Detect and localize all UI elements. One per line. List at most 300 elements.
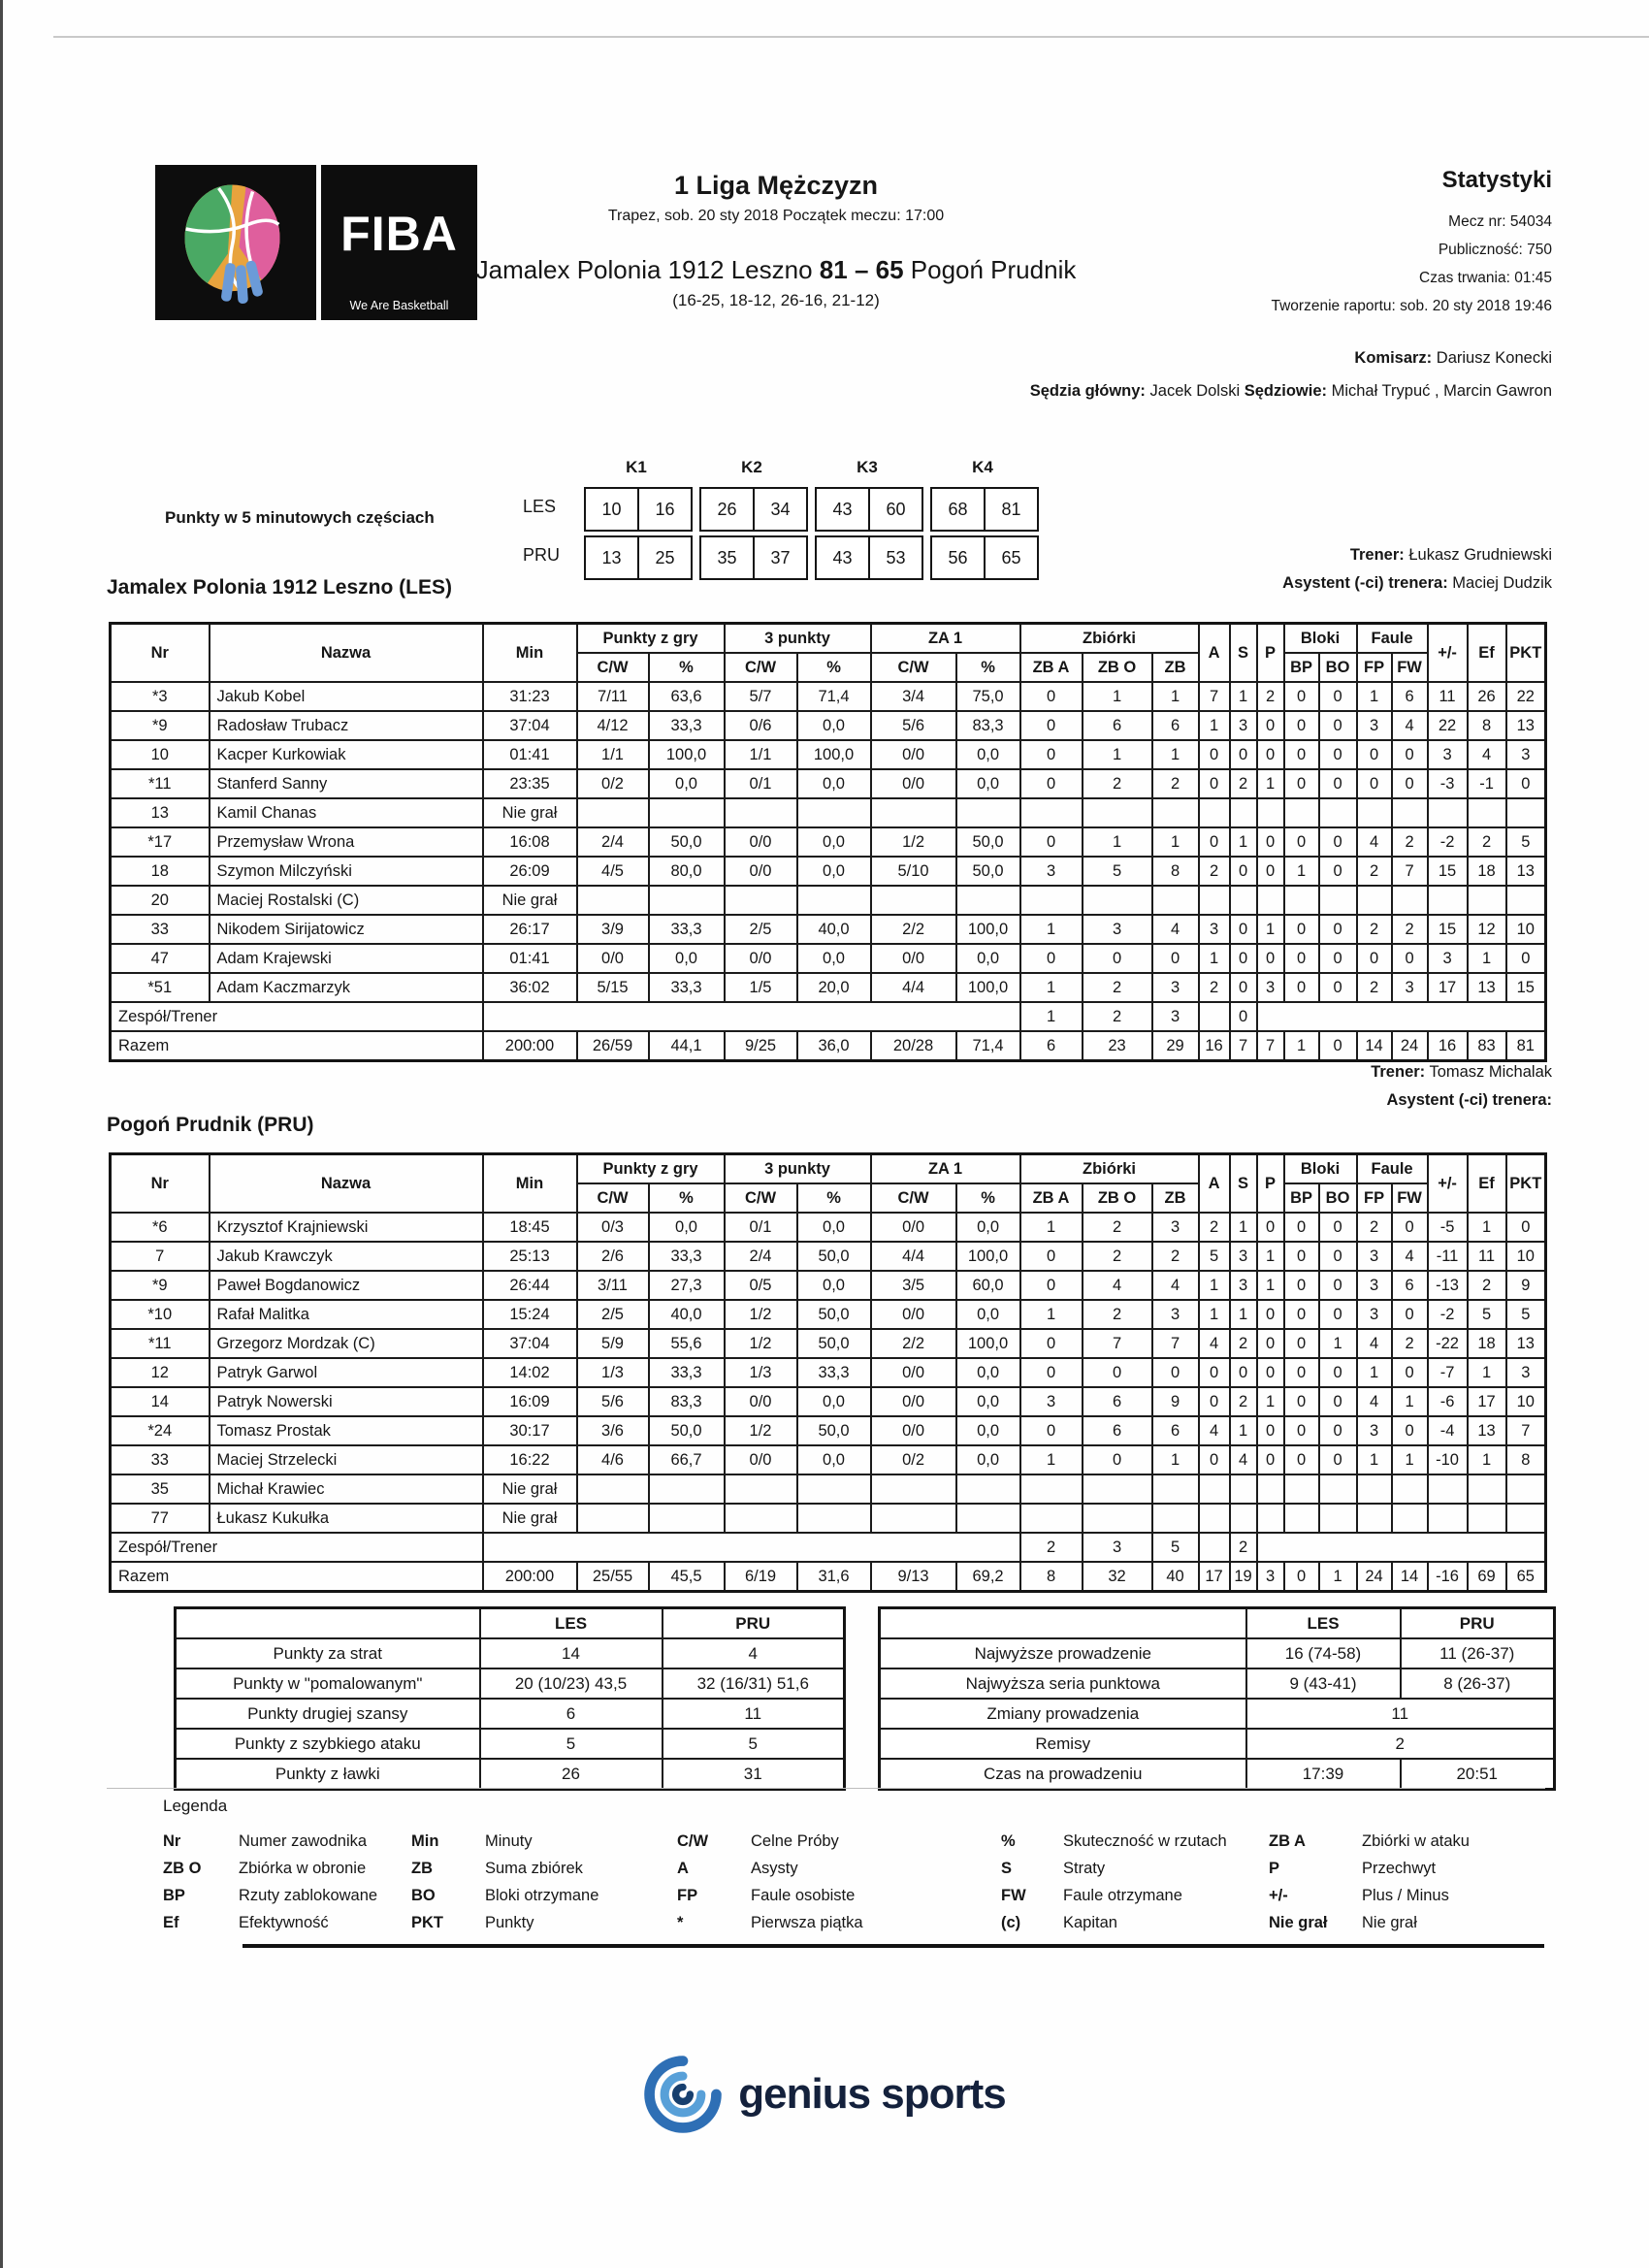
- stat-cell: 0,0: [797, 944, 871, 973]
- stat-cell: [649, 886, 725, 915]
- player-name: Patryk Garwol: [210, 1358, 483, 1387]
- summary-value-les: 5: [480, 1729, 663, 1759]
- stat-cell: 0: [1319, 1271, 1357, 1300]
- stat-cell: 4/5: [577, 857, 649, 886]
- stat-cell: 3/4: [871, 682, 956, 711]
- stat-cell: 0: [1257, 711, 1284, 740]
- player-row: [111, 886, 1546, 915]
- total-cell: 3: [1257, 1562, 1284, 1592]
- stat-cell: [1020, 886, 1083, 915]
- stat-cell: 0,0: [797, 857, 871, 886]
- player-name: Jakub Krawczyk: [210, 1242, 483, 1271]
- col-group-3p: 3 punkty: [725, 624, 871, 654]
- stat-cell: 1: [1257, 1271, 1284, 1300]
- match-number: Mecz nr: 54034: [1448, 213, 1552, 230]
- player-name: Michał Krawiec: [210, 1474, 483, 1504]
- summary-header: [176, 1608, 480, 1639]
- team2-coach-line: [1371, 1063, 1552, 1082]
- total-cell: 40: [1152, 1562, 1199, 1592]
- stat-cell: 5/9: [577, 1329, 649, 1358]
- stat-cell: 13: [1468, 973, 1506, 1002]
- stat-cell: 2: [1357, 973, 1392, 1002]
- summary-value-les: 17:39: [1246, 1759, 1401, 1790]
- stat-cell: 1: [1230, 682, 1257, 711]
- quarter-team-label: LES: [523, 497, 557, 516]
- stats-table: [109, 622, 1547, 1062]
- stat-cell: 2: [1357, 1213, 1392, 1242]
- stat-cell: 0: [1319, 827, 1357, 857]
- stat-cell: 2: [1230, 1387, 1257, 1416]
- total-cell: 25/55: [577, 1562, 649, 1592]
- stat-cell: 1: [1020, 1445, 1083, 1474]
- subcol: FP: [1357, 653, 1392, 682]
- stat-cell: [1392, 886, 1428, 915]
- stat-cell: 0: [1319, 973, 1357, 1002]
- stat-cell: 22: [1428, 711, 1468, 740]
- fiba-basketball-icon: [173, 175, 299, 310]
- summary-row: [880, 1669, 1555, 1699]
- head-referee-label: Sędzia główny:: [1029, 382, 1146, 400]
- coach-label: Trener:: [1371, 1063, 1426, 1081]
- stat-cell: 0: [1319, 740, 1357, 769]
- legend-desc: Zbiórka w obronie: [239, 1859, 367, 1877]
- col-nr: Nr: [111, 624, 210, 683]
- stat-cell: 0: [1230, 915, 1257, 944]
- player-row: [111, 711, 1546, 740]
- stat-cell: 3: [1506, 740, 1546, 769]
- stat-cell: [649, 1504, 725, 1533]
- stat-cell: 0/0: [871, 1300, 956, 1329]
- stat-cell: 1: [1468, 944, 1506, 973]
- stat-cell: 0/0: [725, 1387, 797, 1416]
- total-cell: 32: [1083, 1562, 1152, 1592]
- player-name: Adam Krajewski: [210, 944, 483, 973]
- stat-cell: 9: [1152, 1387, 1199, 1416]
- stat-cell: 0,0: [797, 1213, 871, 1242]
- summary-row: [176, 1638, 845, 1669]
- stat-cell: 13: [1506, 711, 1546, 740]
- stat-cell: [1230, 798, 1257, 827]
- stat-cell: 1: [1199, 1271, 1230, 1300]
- stat-cell: 13: [1468, 1416, 1506, 1445]
- stat-cell: 30:17: [483, 1416, 577, 1445]
- leads-summary-table-wrap: [878, 1606, 1556, 1791]
- stat-cell: 3: [1230, 711, 1257, 740]
- stat-cell: 3: [1230, 1242, 1257, 1271]
- stat-cell: [797, 886, 871, 915]
- subcol: BO: [1319, 1183, 1357, 1213]
- stat-cell: 0: [1319, 682, 1357, 711]
- stat-cell: 71,4: [797, 682, 871, 711]
- stat-cell: 1: [1152, 682, 1199, 711]
- stat-cell: 0: [1506, 769, 1546, 798]
- team-reb-off: 2: [1020, 1533, 1083, 1562]
- stat-cell: [649, 1474, 725, 1504]
- stat-cell: 0,0: [797, 1445, 871, 1474]
- quarter-score-box: [815, 487, 923, 532]
- legend-desc: Faule osobiste: [751, 1886, 856, 1904]
- col-a: A: [1199, 624, 1230, 683]
- player-row: [111, 1474, 1546, 1504]
- quarter-score-box: [584, 535, 693, 580]
- player-row: [111, 1329, 1546, 1358]
- commissioner-line: [1354, 349, 1552, 368]
- total-cell: 7: [1257, 1031, 1284, 1061]
- totals-label: Razem: [111, 1562, 483, 1592]
- legend-desc: Skuteczność w rzutach: [1063, 1831, 1227, 1850]
- team-turnovers: 0: [1230, 1002, 1257, 1031]
- venue-date-line: Trapez, sob. 20 sty 2018 Początek meczu: 17:00: [607, 208, 945, 224]
- stat-cell: 4: [1083, 1271, 1152, 1300]
- stat-cell: 0: [1199, 1387, 1230, 1416]
- stat-cell: 0: [1284, 769, 1319, 798]
- stat-cell: 0: [1020, 1358, 1083, 1387]
- stat-cell: [1257, 886, 1284, 915]
- quarter-score-value: 35: [701, 537, 755, 578]
- total-cell: 29: [1152, 1031, 1199, 1061]
- stats-header-row: [111, 1154, 1546, 1184]
- stat-cell: 0: [1199, 769, 1230, 798]
- summary-label: Punkty za strat: [176, 1638, 480, 1669]
- stat-cell: 7: [1199, 682, 1230, 711]
- player-row: [111, 1387, 1546, 1416]
- stat-cell: 0: [1230, 740, 1257, 769]
- col-pm: +/-: [1428, 624, 1468, 683]
- col-pkt: PKT: [1506, 1154, 1546, 1214]
- total-cell: 69,2: [956, 1562, 1020, 1592]
- stat-cell: 1: [1319, 1329, 1357, 1358]
- total-cell: 26/59: [577, 1031, 649, 1061]
- stat-cell: 0: [1392, 944, 1428, 973]
- legend-desc: Asysty: [751, 1859, 798, 1877]
- quarter-score-value: 10: [586, 489, 639, 530]
- stat-cell: 80,0: [649, 857, 725, 886]
- quarter-score-value: 56: [932, 537, 986, 578]
- stat-cell: 4: [1357, 827, 1392, 857]
- team-reb-total: 5: [1152, 1533, 1199, 1562]
- stat-cell: 0: [1020, 1329, 1083, 1358]
- match-header: [446, 171, 1106, 310]
- stat-cell: 0: [1357, 740, 1392, 769]
- stat-cell: 0: [1357, 769, 1392, 798]
- player-row: [111, 1300, 1546, 1329]
- stat-cell: 1: [1199, 1300, 1230, 1329]
- stat-cell: 0: [1392, 1213, 1428, 1242]
- stat-cell: [1284, 1474, 1319, 1504]
- subcol: ZB O: [1083, 653, 1152, 682]
- summary-value-pru: 20:51: [1401, 1759, 1555, 1790]
- stat-cell: 0: [1319, 1358, 1357, 1387]
- summary-row: [176, 1669, 845, 1699]
- referees-label: Sędziowie:: [1244, 382, 1327, 400]
- stat-cell: 4/4: [871, 973, 956, 1002]
- empty-cell: [1199, 1002, 1230, 1031]
- stat-cell: 0/0: [871, 1213, 956, 1242]
- stat-cell: 0: [1319, 1387, 1357, 1416]
- total-cell: 1: [1319, 1562, 1357, 1592]
- team-reb-off: 1: [1020, 1002, 1083, 1031]
- stat-cell: 2: [1083, 1300, 1152, 1329]
- summary-row: [880, 1729, 1555, 1759]
- period-label: K1: [626, 458, 647, 476]
- stat-cell: 0: [1319, 1242, 1357, 1271]
- stat-cell: 0: [1257, 1416, 1284, 1445]
- legend-desc: Przechwyt: [1362, 1859, 1437, 1877]
- stat-cell: 0: [1284, 1387, 1319, 1416]
- stat-cell: [1152, 1504, 1199, 1533]
- player-row: [111, 769, 1546, 798]
- stat-cell: 4: [1392, 711, 1428, 740]
- summary-header: LES: [1246, 1608, 1401, 1639]
- stat-cell: [1152, 886, 1199, 915]
- stat-cell: -13: [1428, 1271, 1468, 1300]
- stat-cell: 15: [1506, 973, 1546, 1002]
- legend-abbr: ZB A: [1269, 1831, 1306, 1850]
- stat-cell: 0: [1319, 1416, 1357, 1445]
- stat-cell: 2/5: [577, 1300, 649, 1329]
- stat-cell: 2: [1357, 915, 1392, 944]
- col-nr: Nr: [111, 1154, 210, 1214]
- legend-abbr: %: [1001, 1831, 1016, 1850]
- stat-cell: 0,0: [797, 1271, 871, 1300]
- summary-row: [880, 1699, 1555, 1729]
- stat-cell: 1: [1083, 827, 1152, 857]
- subcol: C/W: [725, 1183, 797, 1213]
- player-name: Łukasz Kukułka: [210, 1504, 483, 1533]
- quarter-score-value: 65: [1001, 547, 1021, 567]
- col-min: Min: [483, 624, 577, 683]
- stat-cell: 0,0: [649, 1213, 725, 1242]
- player-number: *51: [111, 973, 210, 1002]
- quarter-score-box: [930, 487, 1039, 532]
- quarter-score-box: [815, 535, 923, 580]
- stat-cell: [577, 1474, 649, 1504]
- total-cell: 7: [1230, 1031, 1257, 1061]
- coach-label: Trener:: [1349, 546, 1405, 564]
- player-row: [111, 973, 1546, 1002]
- stat-cell: 0: [1257, 944, 1284, 973]
- stat-cell: 3: [1020, 857, 1083, 886]
- player-number: 47: [111, 944, 210, 973]
- total-cell: 83: [1468, 1031, 1506, 1061]
- stat-cell: Nie grał: [483, 798, 577, 827]
- total-cell: 16: [1428, 1031, 1468, 1061]
- stat-cell: 1: [1257, 915, 1284, 944]
- stat-cell: [1468, 1474, 1506, 1504]
- stat-cell: 0/0: [871, 1387, 956, 1416]
- stat-cell: [1319, 798, 1357, 827]
- stat-cell: 31:23: [483, 682, 577, 711]
- stat-cell: [1020, 798, 1083, 827]
- stat-cell: 5/7: [725, 682, 797, 711]
- player-number: 33: [111, 1445, 210, 1474]
- stat-cell: [871, 798, 956, 827]
- stat-cell: 2/5: [725, 915, 797, 944]
- team1-title: Jamalex Polonia 1912 Leszno (LES): [107, 576, 452, 599]
- footer-brand: [0, 2055, 1649, 2134]
- subcol: C/W: [725, 653, 797, 682]
- team1-assistant-line: [1282, 574, 1552, 593]
- stat-cell: 1: [1083, 740, 1152, 769]
- legend-row: [163, 1882, 1591, 1909]
- stat-cell: Nie grał: [483, 886, 577, 915]
- player-number: 10: [111, 740, 210, 769]
- legend-abbr: ZB O: [163, 1859, 202, 1877]
- stat-cell: [725, 1474, 797, 1504]
- stat-cell: 0: [1392, 1358, 1428, 1387]
- report-created: Tworzenie raportu: sob. 20 sty 2018 19:46: [1271, 298, 1552, 314]
- subcol: FW: [1392, 653, 1428, 682]
- stat-cell: 3: [1357, 1271, 1392, 1300]
- stat-cell: 7: [1152, 1329, 1199, 1358]
- summary-value-les: 14: [480, 1638, 663, 1669]
- stat-cell: 0: [1257, 827, 1284, 857]
- stat-cell: 1/3: [577, 1358, 649, 1387]
- col-group-fouls: Faule: [1357, 1154, 1428, 1184]
- subcol: C/W: [577, 1183, 649, 1213]
- player-row: [111, 1242, 1546, 1271]
- stat-cell: 0: [1199, 827, 1230, 857]
- stat-cell: 5: [1468, 1300, 1506, 1329]
- summary-value-les: 20 (10/23) 43,5: [480, 1669, 663, 1699]
- stat-cell: [725, 1504, 797, 1533]
- stat-cell: 1: [1468, 1358, 1506, 1387]
- total-cell: 19: [1230, 1562, 1257, 1592]
- stat-cell: 100,0: [956, 915, 1020, 944]
- quarter-score-box: [699, 487, 808, 532]
- scan-artifact-left-edge: [0, 0, 3, 2268]
- coach-name: Łukasz Grudniewski: [1408, 546, 1552, 564]
- legend-desc: Minuty: [485, 1831, 533, 1850]
- col-group-ft: ZA 1: [871, 624, 1020, 654]
- stat-cell: 0: [1230, 857, 1257, 886]
- stat-cell: 4: [1199, 1329, 1230, 1358]
- team-coach-row: [111, 1533, 1546, 1562]
- col-nazwa: Nazwa: [210, 624, 483, 683]
- player-name: Krzysztof Krajniewski: [210, 1213, 483, 1242]
- report-meta: [1048, 167, 1552, 315]
- stat-cell: 26:09: [483, 857, 577, 886]
- stat-cell: 20,0: [797, 973, 871, 1002]
- stat-cell: 26:44: [483, 1271, 577, 1300]
- quarter-points-label: Punkty w 5 minutowych częściach: [165, 508, 435, 527]
- summary-value-shared: 2: [1246, 1729, 1555, 1759]
- empty-cell: [1257, 1002, 1546, 1031]
- team2-assistant-line: [1386, 1091, 1552, 1110]
- stat-cell: -3: [1428, 769, 1468, 798]
- stat-cell: 33,3: [649, 973, 725, 1002]
- stat-cell: 1: [1392, 1387, 1428, 1416]
- summary-header: PRU: [1401, 1608, 1555, 1639]
- stat-cell: 1: [1152, 1445, 1199, 1474]
- stat-cell: 11: [1468, 1242, 1506, 1271]
- stat-cell: 0: [1284, 915, 1319, 944]
- player-name: Maciej Rostalski (C): [210, 886, 483, 915]
- stat-cell: 2/2: [871, 915, 956, 944]
- stat-cell: 50,0: [956, 857, 1020, 886]
- summary-value-pru: 32 (16/31) 51,6: [663, 1669, 845, 1699]
- stat-cell: [1230, 1504, 1257, 1533]
- stat-cell: 1: [1230, 827, 1257, 857]
- player-row: [111, 682, 1546, 711]
- stat-cell: [1257, 798, 1284, 827]
- stat-cell: 5: [1506, 827, 1546, 857]
- stat-cell: [1284, 798, 1319, 827]
- player-row: [111, 1416, 1546, 1445]
- player-number: 35: [111, 1474, 210, 1504]
- stat-cell: 0: [1020, 711, 1083, 740]
- stat-cell: 100,0: [649, 740, 725, 769]
- stat-cell: [1468, 798, 1506, 827]
- stat-cell: 10: [1506, 915, 1546, 944]
- player-name: Kacper Kurkowiak: [210, 740, 483, 769]
- col-group-reb: Zbiórki: [1020, 624, 1199, 654]
- legend-desc: Nie grał: [1362, 1913, 1417, 1931]
- summary-value-les: 16 (74-58): [1246, 1638, 1401, 1669]
- player-number: *9: [111, 1271, 210, 1300]
- quarter-score-value: 34: [770, 499, 791, 519]
- quarter-score-box: [699, 535, 808, 580]
- stat-cell: 0/2: [577, 769, 649, 798]
- summary-value-les: 9 (43-41): [1246, 1669, 1401, 1699]
- total-cell: -16: [1428, 1562, 1468, 1592]
- stat-cell: 4/6: [577, 1445, 649, 1474]
- stat-cell: 2: [1468, 1271, 1506, 1300]
- legend-title: Legenda: [163, 1797, 228, 1815]
- league-title: 1 Liga Mężczyzn: [673, 171, 879, 200]
- subcol: FW: [1392, 1183, 1428, 1213]
- legend-abbr: Nr: [163, 1831, 181, 1850]
- stat-cell: 6: [1083, 1387, 1152, 1416]
- quarter-score-value: 16: [655, 499, 675, 519]
- col-nazwa: Nazwa: [210, 1154, 483, 1214]
- stat-cell: 1: [1230, 1300, 1257, 1329]
- empty-cell: [1257, 1533, 1546, 1562]
- stat-cell: 2: [1199, 1213, 1230, 1242]
- subcol: C/W: [577, 653, 649, 682]
- subcol: BP: [1284, 653, 1319, 682]
- stat-cell: 0: [1083, 1445, 1152, 1474]
- fiba-ball-box: [155, 165, 316, 320]
- quarter-score-value: 68: [932, 489, 986, 530]
- team-reb-total: 3: [1152, 1002, 1199, 1031]
- stat-cell: 1: [1284, 857, 1319, 886]
- stat-cell: 7: [1083, 1329, 1152, 1358]
- stat-cell: 1: [1357, 1358, 1392, 1387]
- stat-cell: 0,0: [956, 1445, 1020, 1474]
- player-name: Rafał Malitka: [210, 1300, 483, 1329]
- stat-cell: 3/6: [577, 1416, 649, 1445]
- stat-cell: [1506, 798, 1546, 827]
- stat-cell: [1506, 1504, 1546, 1533]
- stat-cell: 2: [1257, 682, 1284, 711]
- stat-cell: -2: [1428, 1300, 1468, 1329]
- stat-cell: 10: [1506, 1242, 1546, 1271]
- stat-cell: [797, 798, 871, 827]
- stat-cell: 22: [1506, 682, 1546, 711]
- stat-cell: 16:09: [483, 1387, 577, 1416]
- referees-names: Michał Trypuć , Marcin Gawron: [1331, 382, 1552, 400]
- summary-header-row: [176, 1608, 845, 1639]
- stat-cell: 0: [1199, 740, 1230, 769]
- legend-abbr: C/W: [677, 1831, 709, 1850]
- genius-sports-wordmark: genius sports: [738, 2070, 1006, 2118]
- summary-value-les: 6: [480, 1699, 663, 1729]
- player-row: [111, 1358, 1546, 1387]
- stat-cell: 66,7: [649, 1445, 725, 1474]
- subcol: BO: [1319, 653, 1357, 682]
- stat-cell: 3/5: [871, 1271, 956, 1300]
